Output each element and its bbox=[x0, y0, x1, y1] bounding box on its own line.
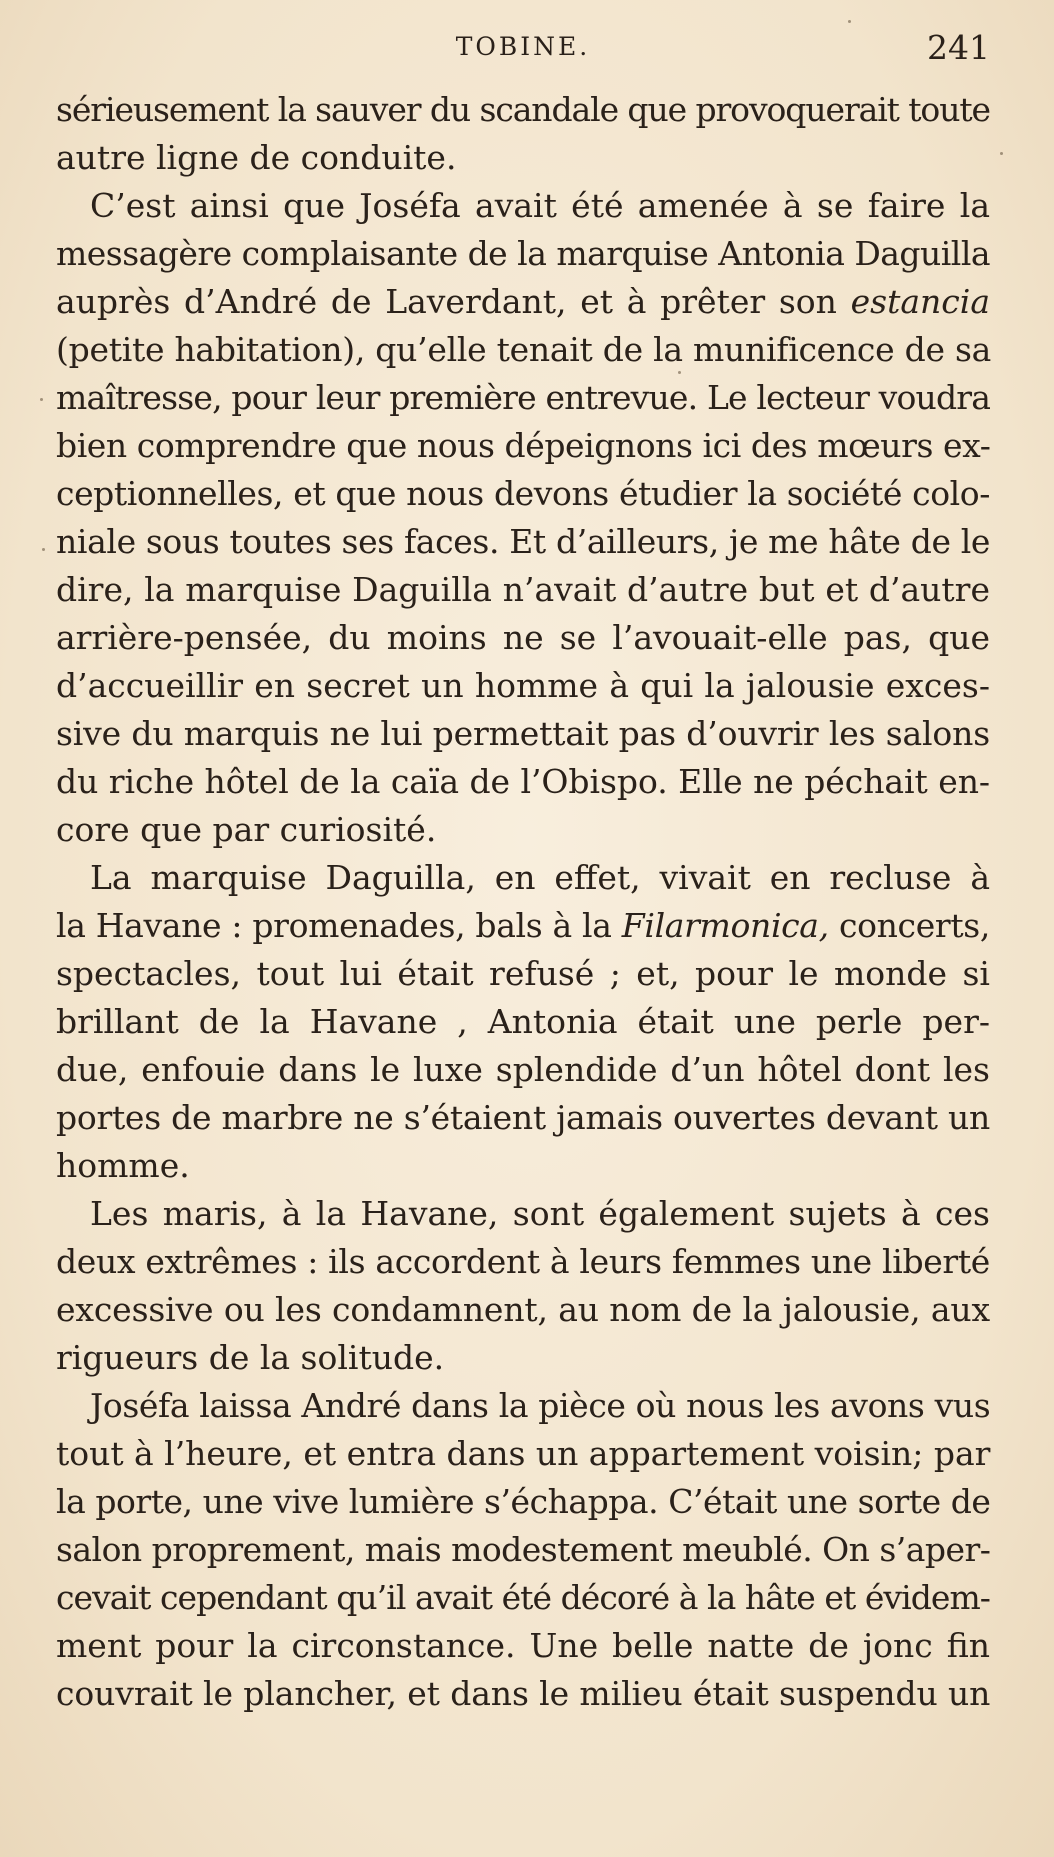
text-line bbox=[56, 1094, 990, 1142]
text-line bbox=[56, 998, 990, 1046]
text-line bbox=[56, 326, 990, 374]
text-run: couvrait le plancher, et dans le milieu était suspendu un bbox=[56, 1674, 991, 1713]
text-run: tout à l’heure, et entra dans un appartement voisin; par bbox=[56, 1434, 991, 1473]
text-run: portes de marbre ne s’étaient jamais ouvertes devant un bbox=[56, 1098, 990, 1137]
italic-text: estancia bbox=[850, 282, 990, 321]
text-line bbox=[56, 86, 990, 134]
text-line bbox=[56, 806, 990, 854]
text-run: sérieusement la sauver du scandale que provoquerait toute bbox=[56, 90, 990, 129]
paper-speck bbox=[1000, 152, 1003, 155]
text-run: La marquise Daguilla, en effet, vivait en recluse à bbox=[90, 858, 990, 897]
text-run: (petite habitation), qu’elle tenait de la munificence de sa bbox=[56, 330, 992, 369]
text-run: dire, la marquise Daguilla n’avait d’autre but et d’autre bbox=[56, 570, 990, 609]
text-line bbox=[56, 1190, 990, 1238]
text-run: auprès d’André de Laverdant, et à prêter son bbox=[56, 282, 851, 321]
text-run: maîtresse, pour leur première entrevue. Le lecteur voudra bbox=[56, 378, 991, 417]
text-line bbox=[56, 1046, 990, 1094]
text-line bbox=[56, 1142, 990, 1190]
text-line bbox=[56, 614, 990, 662]
text-line bbox=[56, 902, 990, 950]
text-line bbox=[56, 230, 990, 278]
text-line bbox=[56, 1382, 990, 1430]
text-run: d’accueillir en secret un homme à qui la jalousie exces- bbox=[56, 666, 990, 705]
text-run: rigueurs de la solitude. bbox=[56, 1338, 445, 1377]
text-run: C’est ainsi que Joséfa avait été amenée à se faire la bbox=[90, 186, 990, 225]
paper-speck bbox=[848, 20, 851, 23]
text-run: arrière-pensée, du moins ne se l’avouait-elle pas, que bbox=[56, 618, 990, 657]
text-line bbox=[56, 1622, 990, 1670]
text-run: excessive ou les condamnent, au nom de la jalousie, aux bbox=[56, 1290, 990, 1329]
text-run: spectacles, tout lui était refusé ; et, pour le monde si bbox=[56, 954, 990, 993]
text-run: sive du marquis ne lui permettait pas d’ouvrir les salons bbox=[56, 714, 990, 753]
text-line bbox=[56, 710, 990, 758]
text-run: la porte, une vive lumière s’échappa. C’était une sorte de bbox=[56, 1482, 991, 1521]
text-line bbox=[56, 1526, 990, 1574]
text-line bbox=[56, 518, 990, 566]
page-number: 241 bbox=[927, 28, 990, 67]
text-line bbox=[56, 470, 990, 518]
text-line bbox=[56, 1670, 990, 1718]
text-run: brillant de la Havane , Antonia était une perle per- bbox=[56, 1002, 990, 1041]
paper-speck bbox=[678, 371, 681, 374]
text-line bbox=[56, 1430, 990, 1478]
text-run: concerts, bbox=[828, 906, 990, 945]
text-line bbox=[56, 278, 990, 326]
text-run: ment pour la circonstance. Une belle natte de jonc fin bbox=[56, 1626, 990, 1665]
running-title: TOBINE. bbox=[455, 32, 591, 61]
text-line bbox=[56, 950, 990, 998]
text-run: cevait cependant qu’il avait été décoré à la hâte et évidem- bbox=[56, 1578, 990, 1617]
text-run: deux extrêmes : ils accordent à leurs femmes une liberté bbox=[56, 1242, 990, 1281]
body-text bbox=[56, 86, 990, 1718]
text-run: du riche hôtel de la caïa de l’Obispo. Elle ne péchait en- bbox=[56, 762, 990, 801]
text-run: niale sous toutes ses faces. Et d’ailleurs, je me hâte de le bbox=[56, 522, 991, 561]
italic-text: Filarmonica, bbox=[621, 906, 829, 945]
text-line bbox=[56, 422, 990, 470]
text-run: salon proprement, mais modestement meublé. On s’aper- bbox=[56, 1530, 991, 1569]
text-line bbox=[56, 374, 990, 422]
paper-speck bbox=[40, 398, 43, 401]
text-line bbox=[56, 1286, 990, 1334]
text-line bbox=[56, 1574, 990, 1622]
paper-speck bbox=[42, 548, 45, 551]
text-run: ceptionnelles, et que nous devons étudier la société colo- bbox=[56, 474, 990, 513]
text-line bbox=[56, 1478, 990, 1526]
text-run: Les maris, à la Havane, sont également sujets à ces bbox=[90, 1194, 990, 1233]
text-run: la Havane : promenades, bals à la bbox=[56, 906, 622, 945]
text-line bbox=[56, 182, 990, 230]
text-run: messagère complaisante de la marquise Antonia Daguilla bbox=[56, 234, 991, 273]
text-line bbox=[56, 1334, 990, 1382]
text-run: Joséfa laissa André dans la pièce où nous les avons vus bbox=[90, 1386, 991, 1425]
text-line bbox=[56, 662, 990, 710]
text-line bbox=[56, 854, 990, 902]
text-run: autre ligne de conduite. bbox=[56, 138, 457, 177]
text-run: due, enfouie dans le luxe splendide d’un hôtel dont les bbox=[56, 1050, 990, 1089]
text-line bbox=[56, 1238, 990, 1286]
text-run: bien comprendre que nous dépeignons ici des mœurs ex- bbox=[56, 426, 991, 465]
text-run: core que par curiosité. bbox=[56, 810, 437, 849]
text-line bbox=[56, 566, 990, 614]
text-line bbox=[56, 134, 990, 182]
running-head bbox=[56, 28, 990, 68]
text-run: homme. bbox=[56, 1146, 190, 1185]
text-line bbox=[56, 758, 990, 806]
